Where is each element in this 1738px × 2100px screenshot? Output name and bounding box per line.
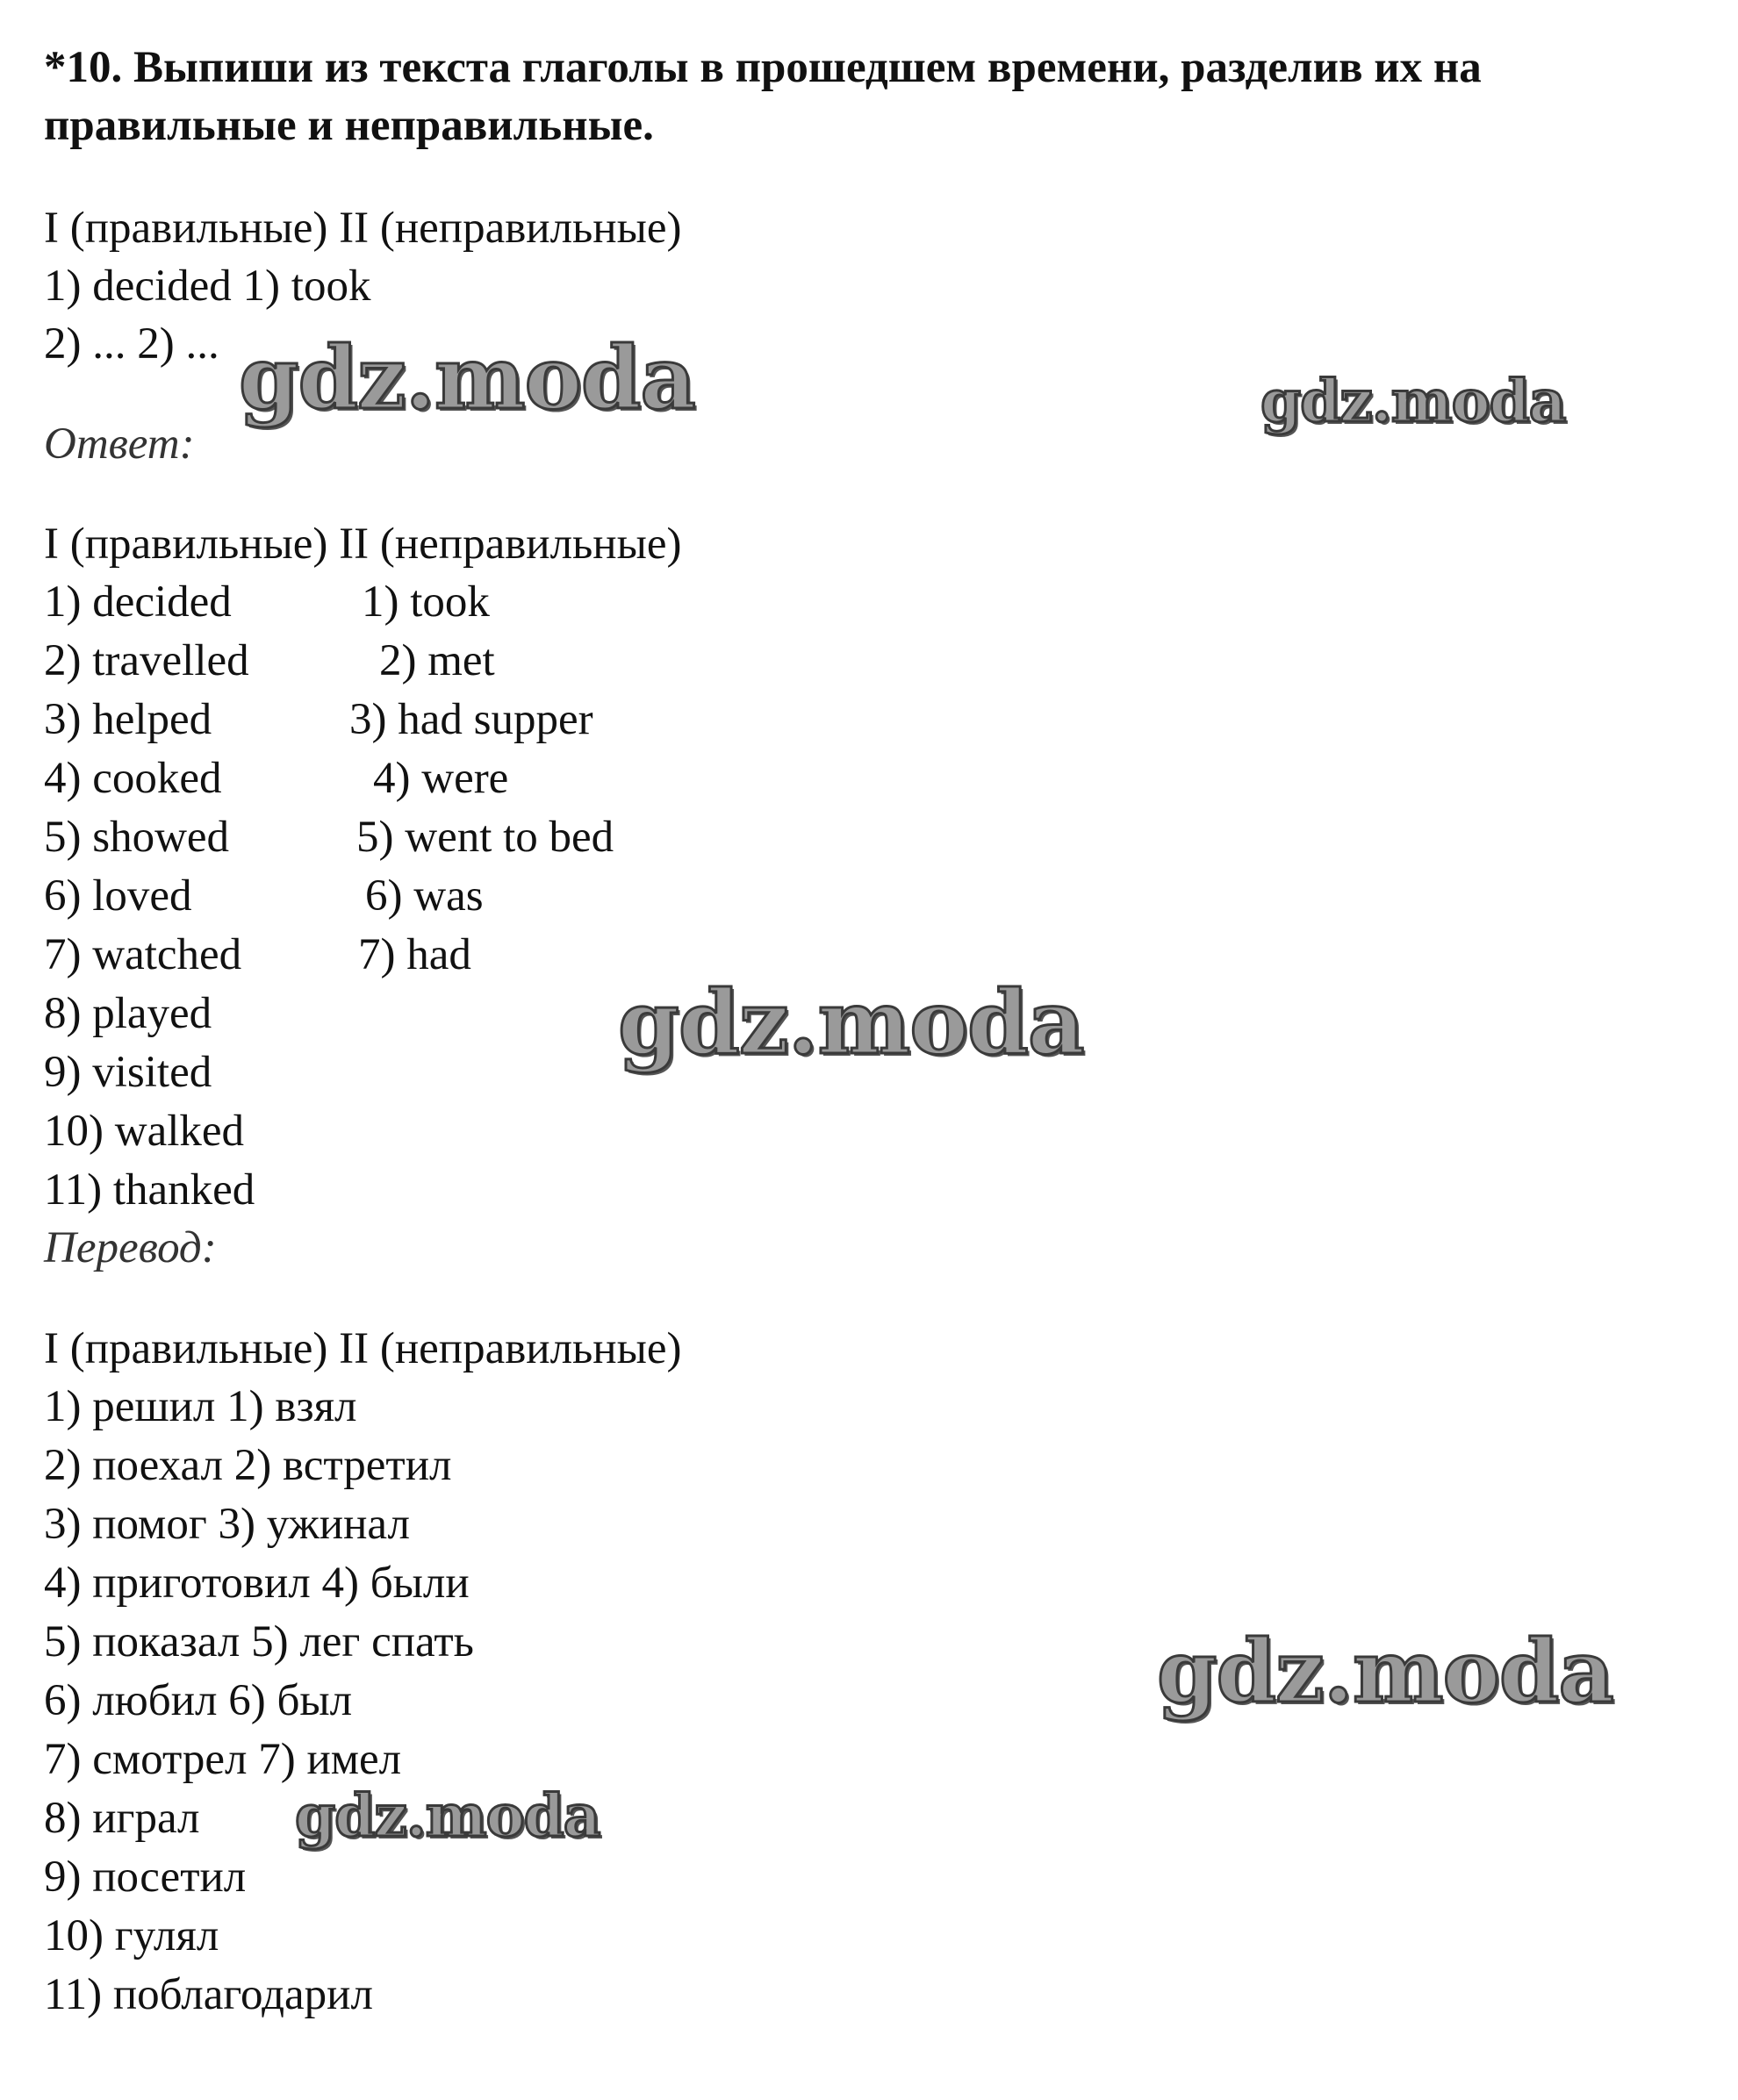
task-title: *10. Выпиши из текста глаголы в прошедшем времени, разделив их на правильные и неправильные. — [44, 43, 1482, 150]
regular-verb: 8) played — [44, 989, 212, 1038]
regular-verb: 5) showed — [44, 813, 230, 862]
regular-verb: 6) loved — [44, 871, 192, 921]
watermark-logo: gdz.moda — [618, 971, 1084, 1074]
task-line: 1) decided 1) took — [44, 262, 371, 311]
watermark-logo: gdz.moda — [295, 1781, 600, 1850]
irregular-verb: 3) had supper — [349, 695, 593, 744]
translation-line: 1) решил 1) взял — [44, 1382, 357, 1431]
watermark-logo: gdz.moda — [239, 328, 695, 429]
irregular-verb: 6) was — [365, 871, 484, 921]
regular-verb: 7) watched — [44, 930, 242, 979]
translation-line: 5) показал 5) лег спать — [44, 1617, 474, 1666]
translation-line: 3) помог 3) ужинал — [44, 1500, 410, 1549]
translation-label: Перевод: — [44, 1223, 217, 1272]
irregular-verb: 4) were — [373, 754, 509, 803]
irregular-verb: 5) went to bed — [356, 813, 614, 862]
translation-header: I (правильные) II (неправильные) — [44, 1324, 682, 1373]
regular-verb: 9) visited — [44, 1048, 212, 1097]
translation-line: 7) смотрел 7) имел — [44, 1735, 402, 1784]
translation-line: 10) гулял — [44, 1911, 219, 1960]
regular-verb: 1) decided — [44, 577, 232, 627]
regular-verb: 3) helped — [44, 695, 212, 744]
translation-line: 2) поехал 2) встретил — [44, 1441, 452, 1490]
translation-line: 9) посетил — [44, 1853, 247, 1902]
translation-line: 6) любил 6) был — [44, 1676, 353, 1725]
irregular-verb: 1) took — [362, 577, 490, 627]
translation-line: 4) приготовил 4) были — [44, 1559, 470, 1608]
task-header: I (правильные) II (неправильные) — [44, 204, 682, 253]
regular-verb: 2) travelled — [44, 636, 249, 685]
watermark-logo: gdz.moda — [1157, 1622, 1613, 1723]
irregular-verb: 7) had — [358, 930, 471, 979]
translation-line: 11) поблагодарил — [44, 1970, 373, 2019]
irregular-verb: 2) met — [379, 636, 495, 685]
answer-label: Ответ: — [44, 419, 195, 469]
watermark-logo: gdz.moda — [1260, 367, 1566, 435]
answer-header: I (правильные) II (неправильные) — [44, 520, 682, 569]
task-line: 2) ... 2) ... — [44, 319, 219, 369]
regular-verb: 10) walked — [44, 1107, 245, 1156]
translation-line: 8) играл — [44, 1794, 200, 1843]
regular-verb: 4) cooked — [44, 754, 222, 803]
regular-verb: 11) thanked — [44, 1165, 255, 1215]
